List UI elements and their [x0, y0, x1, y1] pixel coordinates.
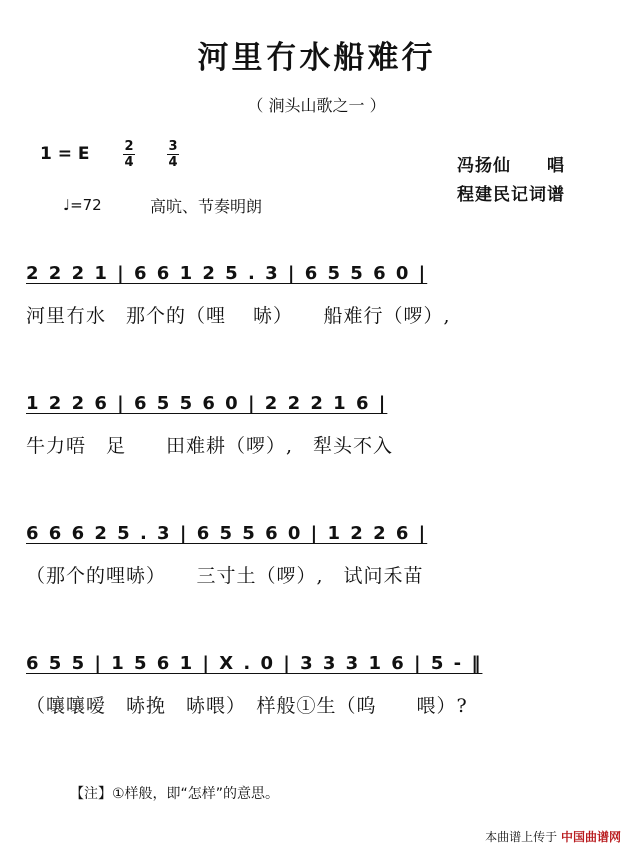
time-top: 3: [168, 139, 178, 154]
source-credit: [485, 828, 621, 845]
expression-mark: 高吭、节奏明朗: [150, 197, 263, 216]
footnote: 【注】①样般，即“怎样”的意思。: [70, 786, 280, 802]
source-prefix: 本曲谱上传于: [485, 830, 558, 844]
time-signature-2-4: [122, 139, 136, 170]
site-logo: 中国曲谱网: [560, 830, 621, 844]
score-line-4: [0, 645, 633, 740]
lyrics-line: 牛力唔 足 田难耕（啰）, 犁头不入: [26, 435, 394, 457]
time-signature-3-4: [166, 139, 180, 170]
lyrics-line: （嚷嚷嗳 哧挽 哧喂） 样般①生（呜 喂）?: [26, 695, 468, 717]
song-subtitle: （ 涧头山歌之一 ）: [247, 96, 386, 115]
time-bottom: 4: [124, 155, 134, 170]
tempo-mark: ♩=72: [63, 196, 102, 214]
lyrics-line: （那个的哩哧） 三寸土（啰）, 试问禾苗: [26, 565, 424, 587]
recorder-credit: 程建民记词谱: [457, 185, 565, 205]
time-bottom: 4: [168, 155, 178, 170]
notation-line: 6 5 5 | 1 5 6 1 | X . 0 | 3 3 3 1 6 | 5 - ‖: [26, 653, 483, 674]
singer-credit: 冯扬仙 唱: [457, 156, 565, 176]
key-signature: 1 = E: [40, 144, 90, 164]
score-line-3: [0, 515, 633, 610]
notation-line: 2 2 2 1 | 6 6 1 2 5 . 3 | 6 5 5 6 0 |: [26, 263, 428, 284]
score-line-1: [0, 255, 633, 350]
notation-line: 1 2 2 6 | 6 5 5 6 0 | 2 2 2 1 6 |: [26, 393, 388, 414]
song-title: 河里冇水船难行: [197, 40, 436, 76]
score-line-2: [0, 385, 633, 480]
lyrics-line: 河里冇水 那个的（哩 哧） 船难行（啰）,: [26, 305, 451, 327]
notation-line: 6 6 6 2 5 . 3 | 6 5 5 6 0 | 1 2 2 6 |: [26, 523, 428, 544]
time-top: 2: [124, 139, 134, 154]
